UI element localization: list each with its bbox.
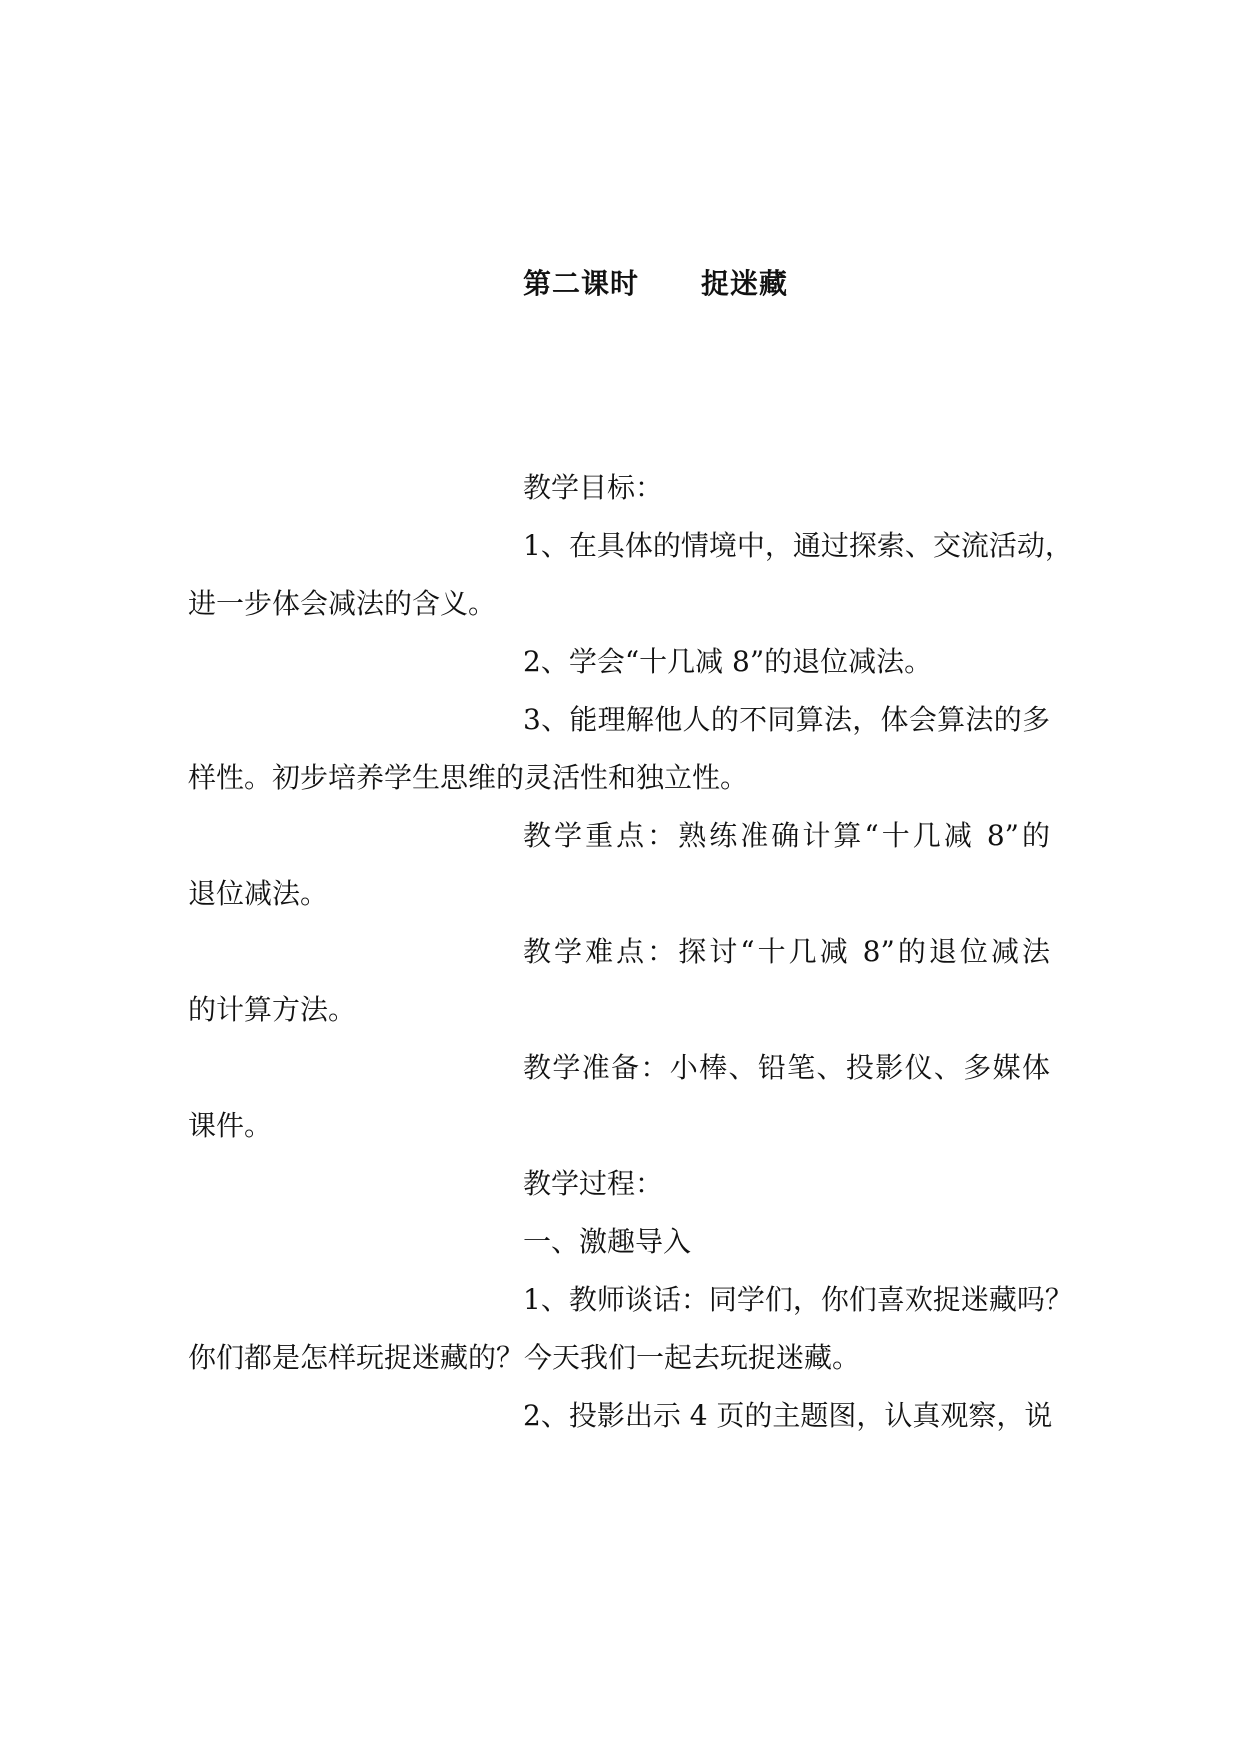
objective-1-line-2: 进一步体会减法的含义。 [188, 587, 497, 620]
objectives-heading: 教学目标： [523, 471, 664, 504]
key-point-line-1: 教学重点：熟练准确计算“十几减 8”的 [523, 819, 1050, 852]
objective-3-line-2: 样性。初步培养学生思维的灵活性和独立性。 [188, 761, 749, 794]
process-heading: 教学过程： [523, 1167, 664, 1200]
section-1-heading: 一、激趣导入 [523, 1225, 692, 1258]
preparation-line-1: 教学准备：小棒、铅笔、投影仪、多媒体 [523, 1051, 1050, 1084]
title-lesson-number: 第二课时 [523, 267, 640, 300]
difficulty-line-1: 教学难点：探讨“十几减 8”的退位减法 [523, 935, 1050, 968]
difficulty-line-2: 的计算方法。 [188, 993, 357, 1026]
step-1-line-1: 1、教师谈话：同学们，你们喜欢捉迷藏吗？ [523, 1283, 1073, 1316]
objective-3-line-1: 3、能理解他人的不同算法，体会算法的多 [523, 703, 1050, 736]
key-point-line-2: 退位减法。 [188, 877, 329, 910]
step-2-line-1: 2、投影出示 4 页的主题图，认真观察，说 [523, 1399, 1053, 1432]
title-lesson-name: 捉迷藏 [701, 267, 789, 300]
objective-2: 2、学会“十几减 8”的退位减法。 [523, 645, 933, 678]
step-1-line-2: 你们都是怎样玩捉迷藏的？今天我们一起去玩捉迷藏。 [188, 1341, 861, 1374]
page-title [523, 262, 788, 302]
preparation-line-2: 课件。 [188, 1109, 273, 1142]
objective-1-line-1: 1、在具体的情境中，通过探索、交流活动， [523, 529, 1073, 562]
